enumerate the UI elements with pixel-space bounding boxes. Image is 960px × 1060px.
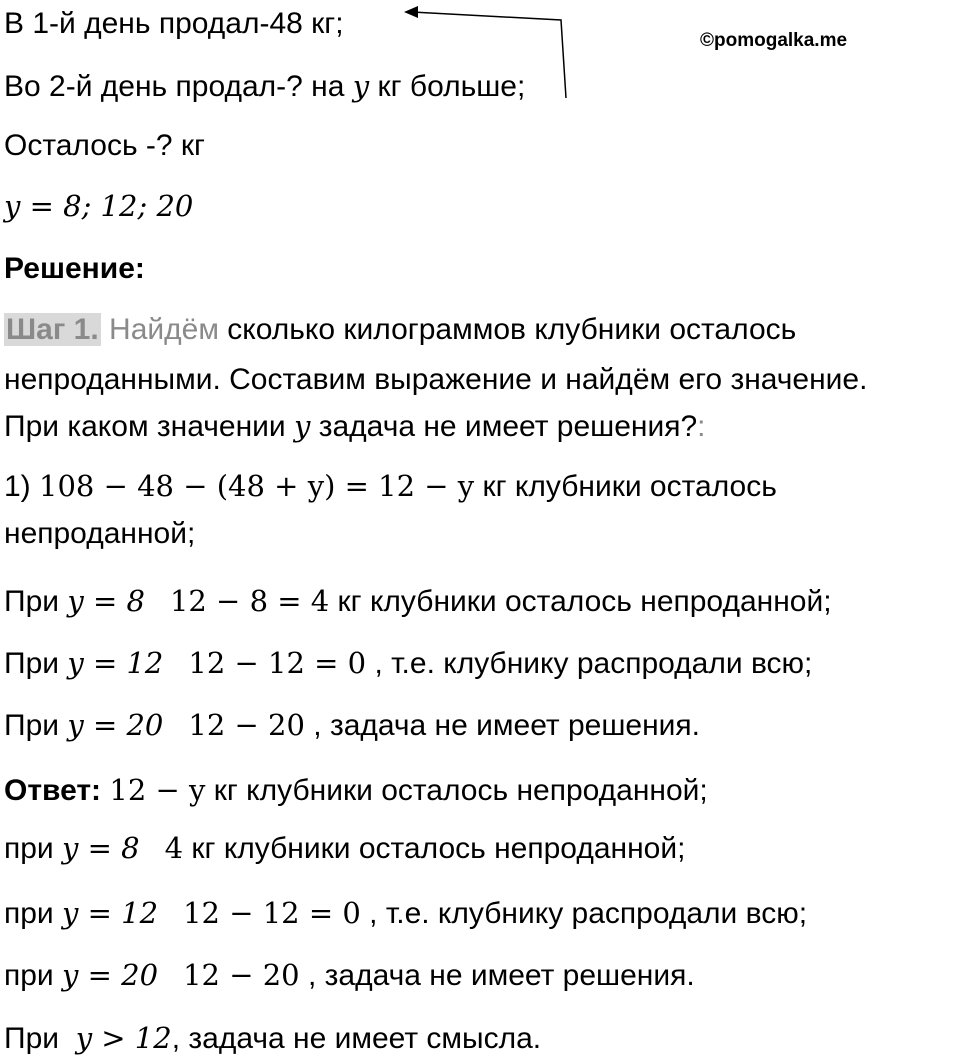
- case-expression: 12 − 12 = 0: [183, 896, 361, 930]
- case-text: , т.е. клубнику распродали всю;: [366, 647, 813, 680]
- case-expression: 12 − 20: [183, 958, 300, 992]
- case-prefix: при: [4, 832, 63, 865]
- step-text3: При каком значении: [4, 410, 294, 443]
- condition-rest: Осталось -? кг: [4, 129, 205, 162]
- answer-case-line: [4, 957, 695, 994]
- answer-case-line: [4, 830, 685, 867]
- calc-line1: [4, 468, 777, 505]
- step-text1: сколько килограммов клубники осталось: [218, 313, 797, 346]
- case-line: [4, 707, 700, 744]
- step-text3-c: :: [697, 410, 706, 443]
- final-text: , задача не имеет смысла.: [171, 1022, 542, 1055]
- case-prefix: При: [4, 585, 68, 618]
- watermark: ©pomogalka.me: [700, 30, 848, 51]
- case-prefix: При: [4, 709, 68, 742]
- case-condition: y = 12: [67, 646, 164, 680]
- case-prefix: при: [4, 897, 63, 930]
- answer-label: Ответ:: [4, 774, 102, 807]
- step-label: Шаг 1.: [6, 313, 99, 346]
- condition-y-values: y = 8; 12; 20: [4, 189, 194, 223]
- answer-final-line: [4, 1020, 541, 1057]
- case-text: кг клубники осталось непроданной;: [329, 585, 832, 618]
- step-verb: Найдём: [109, 313, 219, 346]
- condition-day2-text: Во 2-й день продал-? на: [4, 70, 353, 103]
- case-prefix: При: [4, 647, 68, 680]
- final-condition: y > 12: [75, 1021, 172, 1055]
- calc-expression: 108 − 48 − (48 + y) = 12 − y: [39, 469, 475, 503]
- condition-day1: В 1-й день продал-48 кг;: [4, 7, 344, 40]
- case-text: , т.е. клубнику распродали всю;: [360, 897, 808, 930]
- case-line: [4, 645, 812, 682]
- case-line: [4, 583, 832, 620]
- case-prefix: при: [4, 959, 63, 992]
- case-text: кг клубники осталось непроданной;: [183, 832, 686, 865]
- case-expression: 12 − 12 = 0: [188, 646, 367, 680]
- condition-day2-text-c: ;: [517, 70, 526, 103]
- answer-line: [4, 772, 708, 809]
- answer-text: кг клубники осталось непроданной;: [205, 774, 708, 807]
- condition-day2-text-b: кг больше: [369, 70, 517, 103]
- case-text: , задача не имеет решения.: [299, 959, 695, 992]
- variable-y: y: [294, 409, 311, 443]
- calc-number: 1): [4, 470, 40, 503]
- case-text: , задача не имеет решения.: [304, 709, 701, 742]
- step-text3-b: задача не имеет решения?: [310, 410, 698, 443]
- final-prefix: При: [4, 1022, 68, 1055]
- case-condition: y = 8: [62, 831, 140, 865]
- case-expression: 12 − 8 = 4: [169, 584, 330, 618]
- case-condition: y = 12: [62, 896, 159, 930]
- solution-heading: Решение:: [4, 252, 145, 285]
- calc-line2: непроданной;: [4, 517, 196, 550]
- case-condition: y = 20: [67, 708, 164, 742]
- step1-line1: [4, 312, 796, 348]
- variable-y: y: [352, 69, 370, 103]
- answer-case-line: [4, 895, 807, 932]
- case-expression: 12 − 20: [188, 708, 305, 742]
- calc-tail: кг клубники осталось: [474, 470, 777, 503]
- step1-line2: непроданными. Составим выражение и найдём его значение.: [4, 363, 868, 396]
- condition-day2: [4, 68, 525, 105]
- step1-line3: [4, 408, 705, 445]
- case-condition: y = 8: [67, 584, 145, 618]
- case-expression: 4: [164, 831, 184, 865]
- case-condition: y = 20: [62, 958, 159, 992]
- answer-expression: 12 − y: [109, 773, 206, 807]
